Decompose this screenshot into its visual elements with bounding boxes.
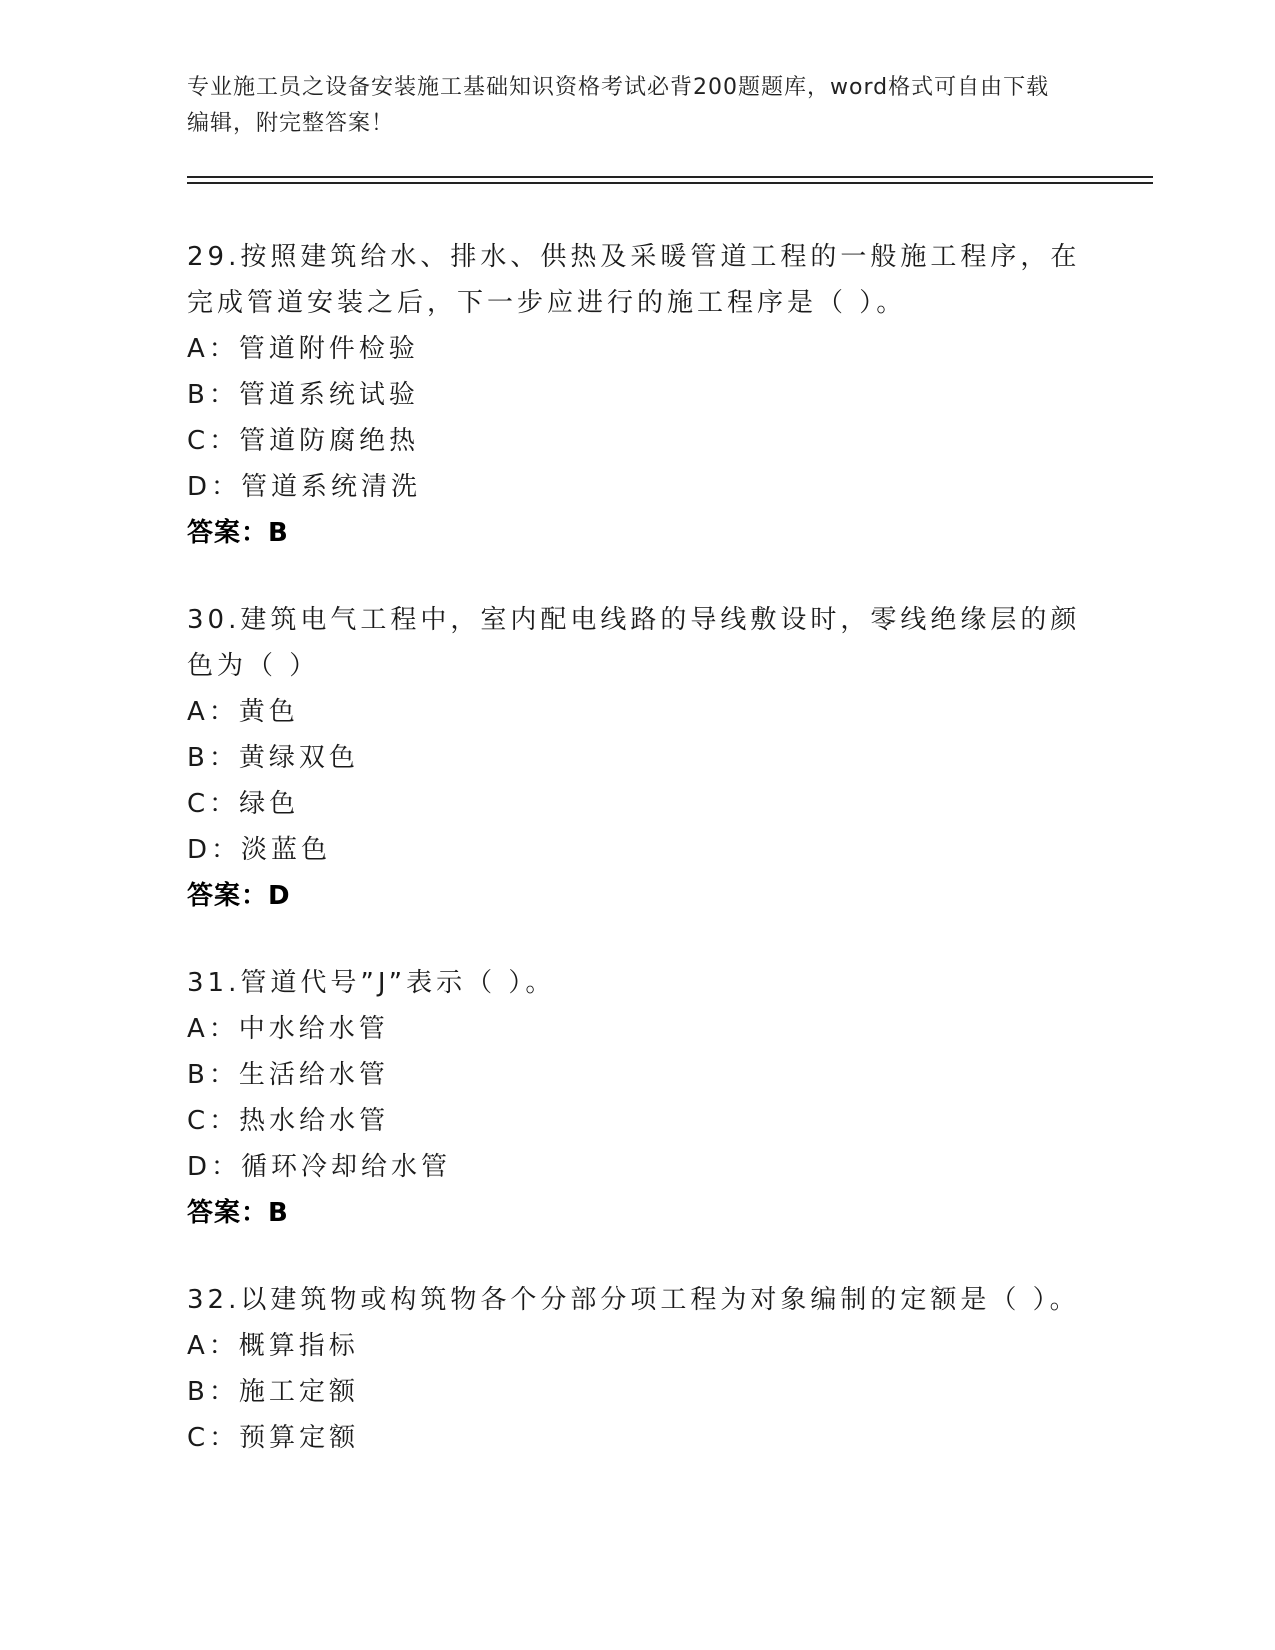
option-b: B：生活给水管 [187, 1060, 389, 1090]
answer: 答案：B [187, 1198, 289, 1228]
answer: 答案：B [187, 518, 289, 548]
option-a: A：黄色 [187, 697, 299, 727]
option-c: C：热水给水管 [187, 1106, 390, 1136]
option-a: A：中水给水管 [187, 1014, 389, 1044]
question-stem: 30.建筑电气工程中，室内配电线路的导线敷设时，零线绝缘层的颜色为（ ） [187, 605, 1081, 681]
question-stem: 32.以建筑物或构筑物各个分部分项工程为对象编制的定额是（ ）。 [187, 1285, 1080, 1315]
option-a: A：概算指标 [187, 1331, 359, 1361]
option-b: B：施工定额 [187, 1377, 359, 1407]
option-d: D：淡蓝色 [187, 835, 332, 865]
option-b: B：黄绿双色 [187, 743, 359, 773]
question-32 [187, 1277, 1087, 1461]
question-29 [187, 234, 1087, 556]
option-c: C：绿色 [187, 789, 300, 819]
header-divider-top [187, 176, 1153, 178]
answer: 答案：D [187, 881, 291, 911]
option-c: C：管道防腐绝热 [187, 426, 420, 456]
option-c: C：预算定额 [187, 1423, 360, 1453]
question-30 [187, 597, 1087, 919]
question-stem: 29.按照建筑给水、排水、供热及采暖管道工程的一般施工程序，在完成管道安装之后，下一步应进行的施工程序是（ ）。 [187, 242, 1081, 318]
question-stem: 31.管道代号”J”表示（ ）。 [187, 968, 556, 998]
header-divider-bottom [187, 182, 1153, 184]
option-d: D：管道系统清洗 [187, 472, 422, 502]
document-header: 专业施工员之设备安装施工基础知识资格考试必背200题题库，word格式可自由下载编辑，附完整答案！ [187, 75, 1050, 136]
question-31 [187, 960, 1087, 1236]
option-d: D：循环冷却给水管 [187, 1152, 452, 1182]
option-b: B：管道系统试验 [187, 380, 419, 410]
option-a: A：管道附件检验 [187, 334, 419, 364]
